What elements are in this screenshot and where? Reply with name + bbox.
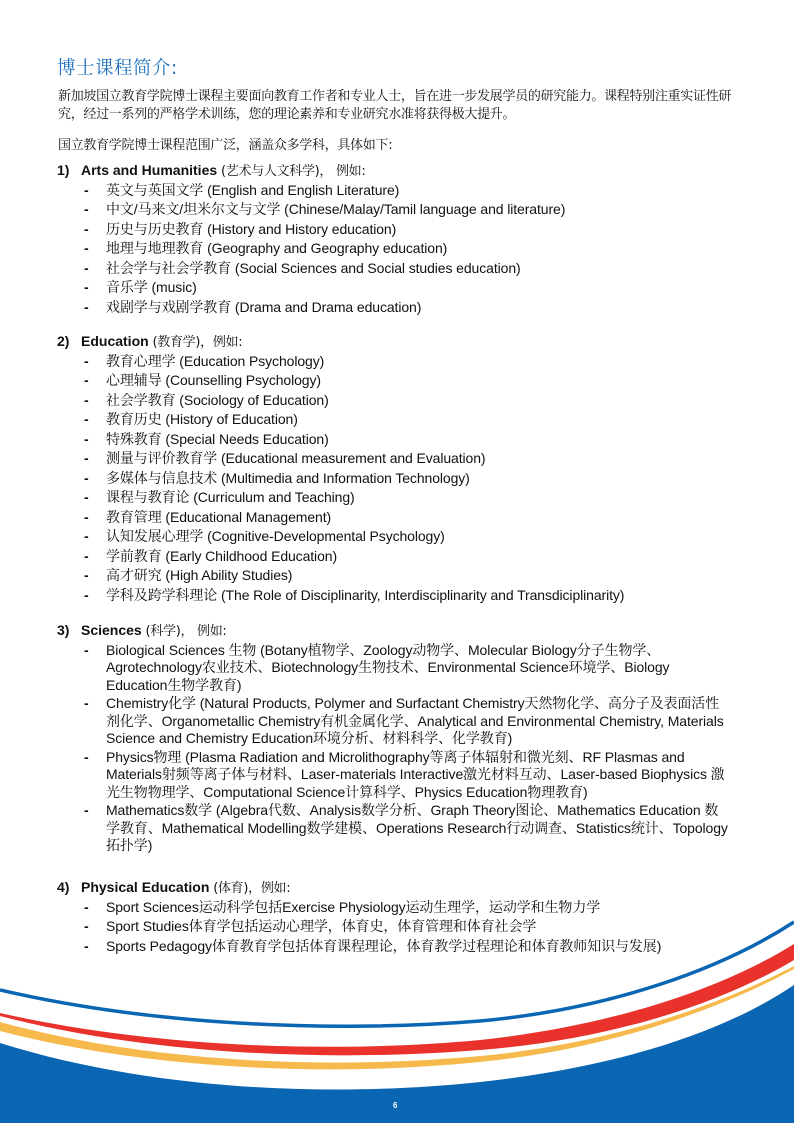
section-number: 2) xyxy=(57,333,70,349)
bullet-dash: - xyxy=(84,695,89,711)
bullet-dash: - xyxy=(84,508,89,525)
list-item: - 历史与历史教育 (History and History education) xyxy=(57,220,747,240)
list-item: - Biological Sciences 生物 (Botany植物学、Zoology动物学、Molecular Biology分子生物学、Agrotechnology农业技术、Biotechnology生物技术、Environmental Science环境学、Biology Education生物学教育) xyxy=(84,641,670,693)
list-item: - Mathematics数学 (Algebra代数、Analysis数学分析、Graph Theory图论、Mathematics Education 数学教育、Mathematical Modelling数学建模、Operations Research行动调查、Statistics统计、Topology拓扑学) xyxy=(84,802,728,853)
section-title-cn: (体育)，例如: xyxy=(209,881,291,896)
list-item: - 高才研究 (High Ability Studies) xyxy=(57,566,747,586)
section-number: 3) xyxy=(57,622,70,638)
list-item: - 地理与地理教育 (Geography and Geography education) xyxy=(57,239,747,259)
list-item: - Chemistry化学 (Natural Products, Polymer and Surfactant Chemistry天然物化学、高分子及表面活性剂化学、Organometallic Chemistry有机金属化学、Analytical and Environmental Chemistry, Materials Science and Chemistry Education环境分析、材料科学、化学教育) xyxy=(84,695,724,746)
list-item: - 教育历史 (History of Education) xyxy=(57,410,747,430)
section-title-en: Physical Education xyxy=(81,879,210,895)
list-item: - 测量与评价教育学 (Educational measurement and Evaluation) xyxy=(57,449,747,469)
bullet-dash: - xyxy=(84,201,89,217)
list-item: - 学科及跨学科理论 (The Role of Disciplinarity, Interdisciplinarity and Transdiciplinarity) xyxy=(57,586,747,606)
bullet-dash: - xyxy=(84,181,89,198)
bullet-dash: - xyxy=(84,937,89,954)
bullet-dash: - xyxy=(84,352,89,369)
list-item: - 戏剧学与戏剧学教育 (Drama and Drama education) xyxy=(57,298,747,318)
bullet-dash: - xyxy=(84,641,89,658)
list-item: - 音乐学 (music) xyxy=(57,278,747,298)
section-title-en: Arts and Humanities xyxy=(81,162,218,178)
section-title-en: Sciences xyxy=(81,622,142,638)
bullet-dash: - xyxy=(84,489,89,505)
bullet-dash: - xyxy=(84,391,89,408)
list-item: - 中文/马来文/坦米尔文与文学 (Chinese/Malay/Tamil language and literature) xyxy=(57,200,747,220)
bullet-dash: - xyxy=(84,298,89,315)
list-item: - 社会学与社会学教育 (Social Sciences and Social studies education) xyxy=(57,259,747,279)
bullet-dash: - xyxy=(84,918,89,934)
wave-red-stripe xyxy=(0,944,794,1055)
list-item: - 教育心理学 (Education Psychology) xyxy=(57,352,747,372)
section-title-cn: (教育学)，例如: xyxy=(148,335,243,350)
section-title-cn: (艺术与人文科学)， 例如: xyxy=(217,164,366,179)
page-heading: 博士课程简介: xyxy=(57,58,178,79)
bullet-dash: - xyxy=(84,411,89,427)
list-item: - 心理辅导 (Counselling Psychology) xyxy=(57,371,747,391)
bullet-dash: - xyxy=(84,279,89,295)
bullet-dash: - xyxy=(84,748,89,765)
list-item: - 特殊教育 (Special Needs Education) xyxy=(57,430,747,450)
list-item: - 英文与英国文学 (English and English Literature) xyxy=(57,181,747,201)
section-number: 4) xyxy=(57,879,70,895)
list-item: - 认知发展心理学 (Cognitive-Developmental Psychology) xyxy=(57,527,747,547)
bullet-dash: - xyxy=(84,259,89,276)
bullet-dash: - xyxy=(84,898,89,915)
list-item: - 多媒体与信息技术 (Multimedia and Information Technology) xyxy=(57,469,747,489)
bullet-dash: - xyxy=(84,372,89,388)
scope-paragraph: 国立教育学院博士课程范围广泛，涵盖众多学科，具体如下: xyxy=(58,138,393,153)
bullet-dash: - xyxy=(84,240,89,256)
list-item: - 教育管理 (Educational Management) xyxy=(57,508,747,528)
section-title-en: Education xyxy=(81,333,149,349)
bullet-dash: - xyxy=(84,450,89,466)
bullet-dash: - xyxy=(84,469,89,486)
section-title-cn: (科学)， 例如: xyxy=(141,624,227,639)
bullet-dash: - xyxy=(84,586,89,603)
section-number: 1) xyxy=(57,162,70,178)
page-number: 6 xyxy=(393,1101,398,1110)
list-item: - Sports Pedagogy体育教育学包括体育课程理论，体育教学过程理论和体育教师知识与发展) xyxy=(57,937,747,957)
intro-paragraph: 新加坡国立教育学院博士课程主要面向教育工作者和专业人士，旨在进一步发展学员的研究能力。课程特别注重实证性研究，经过一系列的严格学术训练，您的理论素养和专业研究水准将获得极大提升。 xyxy=(58,89,732,122)
bullet-dash: - xyxy=(84,802,89,818)
list-item: - 学前教育 (Early Childhood Education) xyxy=(57,547,747,567)
bullet-dash: - xyxy=(84,567,89,583)
bullet-dash: - xyxy=(84,220,89,237)
list-item: - Sport Sciences运动科学包括Exercise Physiology运动生理学，运动学和生物力学 xyxy=(57,898,747,918)
list-item: - 社会学教育 (Sociology of Education) xyxy=(57,391,747,411)
list-item: - 课程与教育论 (Curriculum and Teaching) xyxy=(57,488,747,508)
list-item: - Physics物理 (Plasma Radiation and Microlithography等离子体辐射和微光刻、RF Plasmas and Materials射频等离子体与材料、Laser-materials Interactive激光材料互动、Laser-based Biophysics 激光生物物理学、Computational Science计算科学、Physics Education物理教育) xyxy=(84,748,725,800)
bullet-dash: - xyxy=(84,528,89,544)
bullet-dash: - xyxy=(84,547,89,564)
list-item: - Sport Studies体育学包括运动心理学，体育史，体育管理和体育社会学 xyxy=(57,917,747,937)
bullet-dash: - xyxy=(84,430,89,447)
